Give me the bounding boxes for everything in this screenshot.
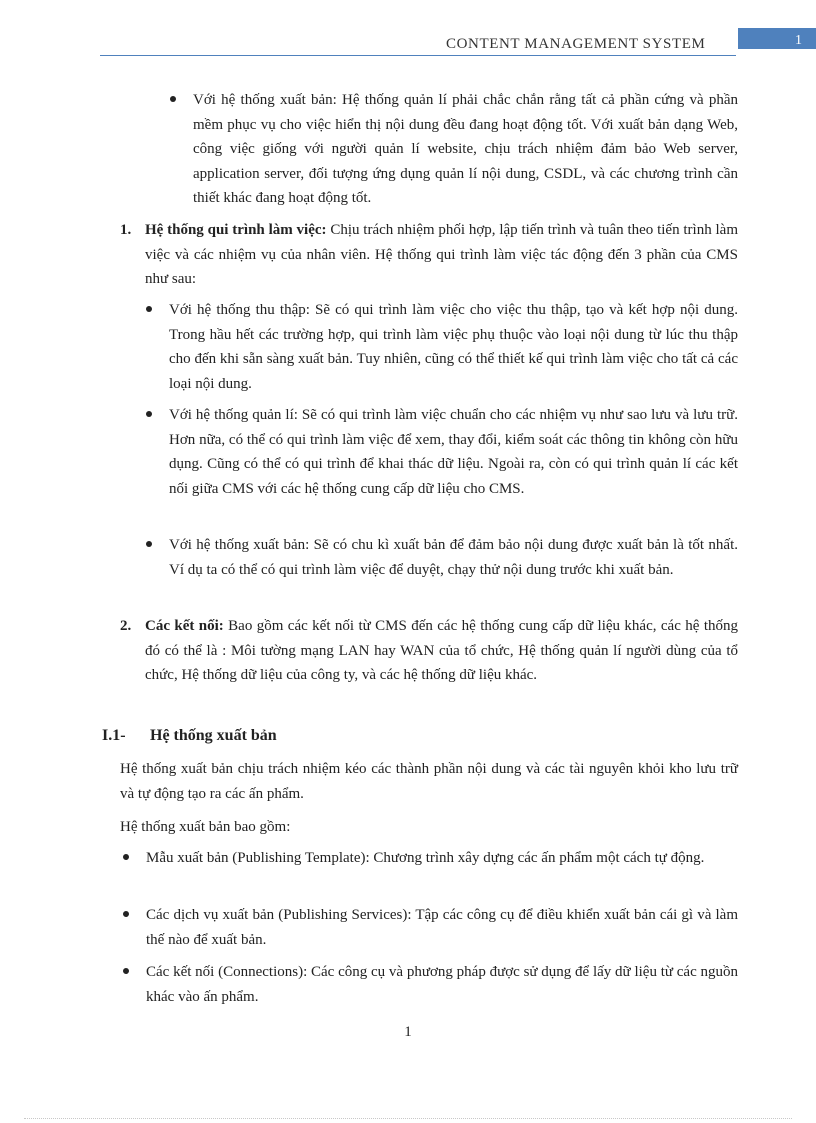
top-bullet-text: Với hệ thống xuất bản: Hệ thống quản lí phải chắc chắn rằng tất cả phần cứng và phần mềm phục vụ cho việc hiển thị nội dung đều đang hoạt động tốt. Với xuất bản dạng Web, công việc giống với người quản lí website, chịu trách nhiệm đảm bảo Web server, application server, đối tượng ứng dụng quản lí nội dung, CSDL, và các chương trình cần thiết khác đang hoạt động tốt. (193, 92, 738, 206)
item1-number: 1. (120, 222, 132, 238)
item1-bullet-collection: Với hệ thống thu thập: Sẽ có qui trình làm việc cho việc thu thập, tạo và kết hợp nội dung. Trong hầu hết các trường hợp, qui trình làm việc phụ thuộc vào loại nội dung từ lúc thu thập cho đến khi sẵn sàng xuất bản. Tuy nhiên, cũng có thể thiết kế qui trình làm việc cho tất cả các loại nội dung. (169, 302, 738, 392)
bullet-dot-icon (146, 411, 152, 417)
section-intro: Hệ thống xuất bản chịu trách nhiệm kéo các thành phần nội dung và các tài nguyên khỏi kho lưu trữ và tự động tạo ra các ấn phẩm. (120, 761, 738, 802)
header-page-number: 1 (795, 33, 802, 48)
section-number: I.1- (102, 727, 126, 744)
header-page-box (738, 28, 816, 49)
footer-page-number: 1 (404, 1024, 412, 1040)
section-title: Hệ thống xuất bản (150, 727, 277, 744)
header-rule (100, 55, 736, 56)
item1-text: Chịu trách nhiệm phối hợp, lập tiến trình và tuân theo tiến trình làm việc và các nhiệm vụ của nhân viên. Hệ thống qui trình làm việc tác động đến 3 phần của CMS như sau: (145, 222, 738, 287)
section-includes: Hệ thống xuất bản bao gồm: (120, 819, 291, 835)
bullet-dot-icon (146, 541, 152, 547)
bullet-dot-icon (123, 968, 129, 974)
section-bullet-connections: Các kết nối (Connections): Các công cụ và phương pháp được sử dụng để lấy dữ liệu từ các nguồn khác vào ấn phẩm. (146, 964, 738, 1005)
bullet-dot-icon (146, 306, 152, 312)
bullet-dot-icon (123, 911, 129, 917)
section-bullet-services: Các dịch vụ xuất bản (Publishing Services): Tập các công cụ để điều khiển xuất bản cái gì và làm thế nào để xuất bản. (146, 907, 738, 948)
bullet-dot-icon (170, 96, 176, 102)
item1-label: Hệ thống qui trình làm việc: (145, 222, 327, 238)
page-bottom-rule (24, 1118, 792, 1119)
item1-paragraph (145, 218, 738, 292)
item2-label: Các kết nối: (145, 618, 224, 634)
item2-paragraph (145, 614, 738, 688)
section-bullet-template: Mẫu xuất bản (Publishing Template): Chương trình xây dựng các ấn phẩm một cách tự động. (146, 850, 705, 866)
item1-bullet-publishing: Với hệ thống xuất bản: Sẽ có chu kì xuất bản để đảm bảo nội dung được xuất bản là tốt nhất. Ví dụ ta có thể có qui trình làm việc để duyệt, chạy thử nội dung trước khi xuất bản. (169, 537, 738, 578)
item1-bullet-management: Với hệ thống quản lí: Sẽ có qui trình làm việc chuẩn cho các nhiệm vụ như sao lưu và lưu trữ. Hơn nữa, có thể có qui trình làm việc để xem, thay đổi, kiểm soát các thông tin không còn hữu dụng. Cũng có thể có qui trình để khai thác dữ liệu. Ngoài ra, còn có qui trình quản lí các kết nối giữa CMS với các hệ thống cung cấp dữ liệu cho CMS. (169, 407, 738, 497)
header-title: CONTENT MANAGEMENT SYSTEM (446, 36, 706, 52)
bullet-dot-icon (123, 854, 129, 860)
item2-text: Bao gồm các kết nối từ CMS đến các hệ thống cung cấp dữ liệu khác, các hệ thống đó có thể là : Môi tường mạng LAN hay WAN của tổ chức, Hệ thống quản lí người dùng của tổ chức, Hệ thống dữ liệu của công ty, và các hệ thống dữ liệu khác. (145, 618, 738, 683)
item2-number: 2. (120, 618, 132, 634)
